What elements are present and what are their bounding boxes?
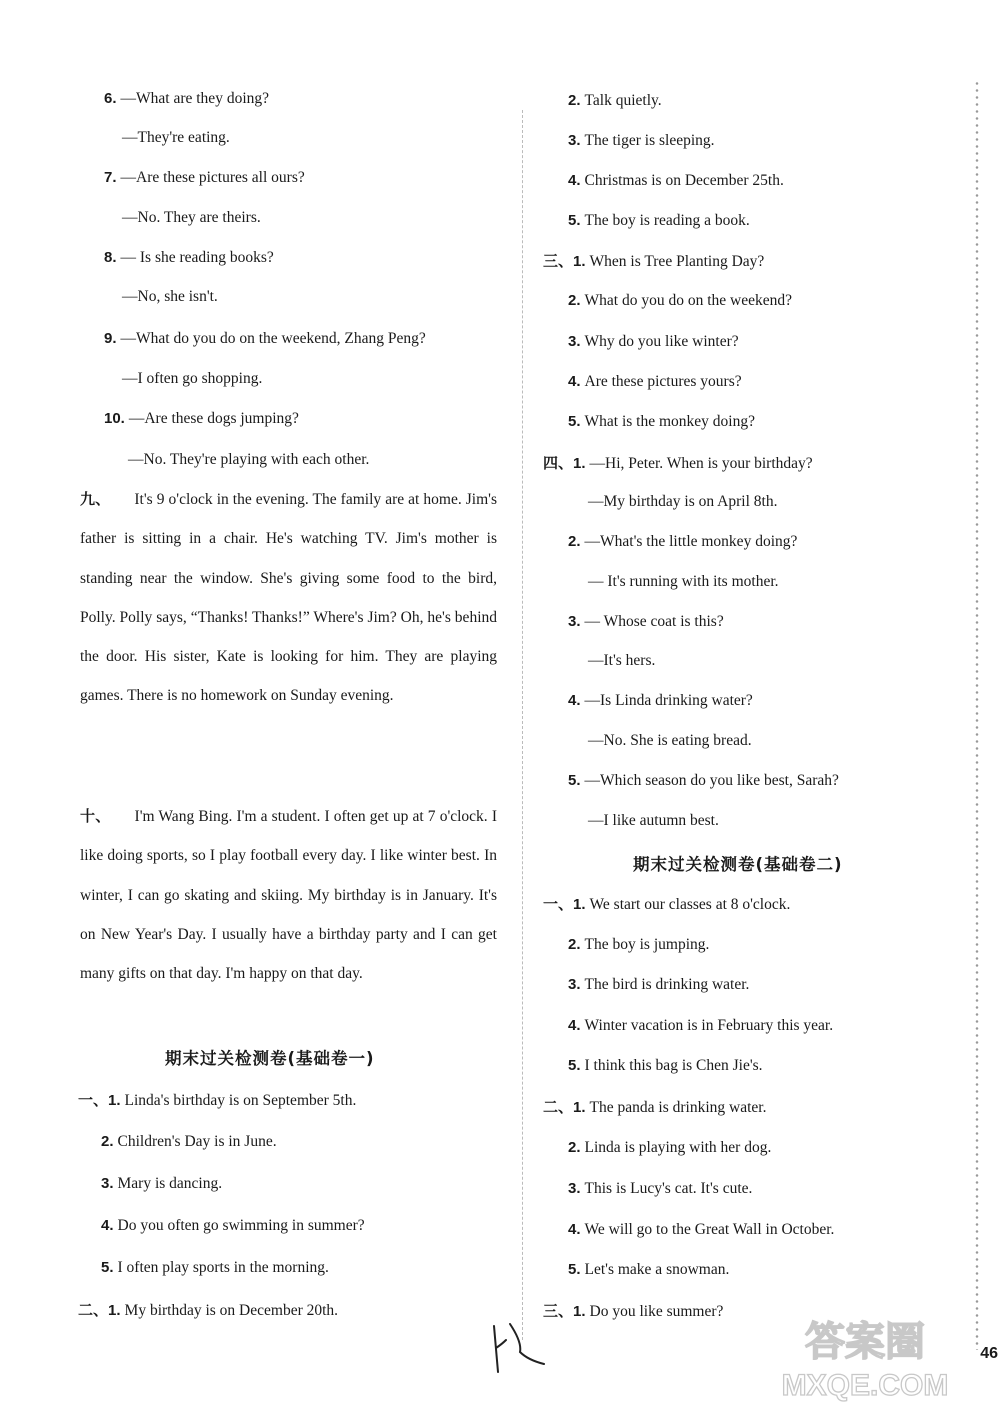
list-item: 3. — Whose coat is this?	[568, 613, 724, 630]
list-item: 二、1. The panda is drinking water.	[543, 1098, 767, 1116]
list-item: 5. What is the monkey doing?	[568, 413, 755, 430]
list-item: 一、1. We start our classes at 8 o'clock.	[543, 895, 791, 913]
watermark-logo	[760, 1310, 970, 1405]
watermark-text: 答案圈	[805, 1319, 925, 1365]
list-item: —They're eating.	[122, 129, 230, 146]
list-item: —No. She is eating bread.	[588, 732, 752, 749]
list-item: 2. What do you do on the weekend?	[568, 292, 792, 309]
list-item: 3. The bird is drinking water.	[568, 976, 750, 993]
list-item: 3. This is Lucy's cat. It's cute.	[568, 1180, 753, 1197]
list-item: 2. —What's the little monkey doing?	[568, 533, 798, 550]
list-item: 5. I often play sports in the morning.	[101, 1259, 329, 1276]
column-divider	[522, 110, 523, 1340]
list-item: 5. The boy is reading a book.	[568, 212, 750, 229]
list-item: 三、1. When is Tree Planting Day?	[543, 252, 765, 270]
list-item: —I often go shopping.	[122, 370, 263, 387]
list-item: — It's running with its mother.	[588, 573, 779, 590]
page-number: 46	[980, 1345, 998, 1362]
list-item: —No. They're playing with each other.	[128, 451, 370, 468]
list-item: —My birthday is on April 8th.	[588, 493, 778, 510]
list-item: 5. —Which season do you like best, Sarah?	[568, 772, 839, 789]
list-item: 5. Let's make a snowman.	[568, 1261, 730, 1278]
list-item: 9. —What do you do on the weekend, Zhang Peng?	[104, 330, 426, 347]
list-item: 2. Linda is playing with her dog.	[568, 1139, 772, 1156]
list-item: —I like autumn best.	[588, 812, 719, 829]
section-heading: 期末过关检测卷(基础卷二)	[633, 855, 843, 874]
list-item: 6. —What are they doing?	[104, 90, 269, 107]
list-item: —No. They are theirs.	[122, 209, 261, 226]
list-item: 2. Talk quietly.	[568, 92, 662, 109]
list-item: —No, she isn't.	[122, 288, 218, 305]
list-item: 二、1. My birthday is on December 20th.	[78, 1301, 339, 1319]
list-item: 3. The tiger is sleeping.	[568, 132, 715, 149]
list-item: 10. —Are these dogs jumping?	[104, 410, 299, 427]
list-item: 4. Christmas is on December 25th.	[568, 172, 784, 189]
list-item: 4. Winter vacation is in February this year.	[568, 1017, 834, 1034]
list-item: 4. Do you often go swimming in summer?	[101, 1217, 365, 1234]
list-item: 3. Mary is dancing.	[101, 1175, 223, 1192]
list-item: 4. We will go to the Great Wall in October.	[568, 1221, 835, 1238]
passage-ten: 十、 I'm Wang Bing. I'm a student. I often get up at 7 o'clock. I like doing sports, so I play football every day. I like winter best. In winter, I can go skating and skiing. My birthday is in January. It's on New Year's Day. I usually have a birthday party and I can get many gifts on that day. I'm happy on that day.	[80, 807, 497, 983]
watermark-url: MXQE.COM	[781, 1369, 949, 1402]
list-item: —It's hers.	[588, 652, 656, 669]
passage-nine: 九、 It's 9 o'clock in the evening. The family are at home. Jim's father is sitting in a chair. He's watching TV. Jim's mother is standing near the window. She's giving some food to the bird, Polly. Polly says, “Thanks! Thanks!” Where's Jim? Oh, he's behind the door. His sister, Kate is looking for him. They are playing games. There is no homework on Sunday evening.	[80, 490, 497, 705]
list-item: 4. Are these pictures yours?	[568, 373, 742, 390]
list-item: 3. Why do you like winter?	[568, 333, 739, 350]
list-item: 8. — Is she reading books?	[104, 249, 274, 266]
list-item: 四、1. —Hi, Peter. When is your birthday?	[543, 454, 813, 472]
list-item: 2. Children's Day is in June.	[101, 1133, 277, 1150]
list-item: 4. —Is Linda drinking water?	[568, 692, 753, 709]
list-item: 三、1. Do you like summer?	[543, 1302, 724, 1320]
list-item: 5. I think this bag is Chen Jie's.	[568, 1057, 763, 1074]
list-item: 2. The boy is jumping.	[568, 936, 710, 953]
handwriting-scribble	[488, 1318, 550, 1376]
section-heading: 期末过关检测卷(基础卷一)	[165, 1049, 375, 1068]
list-item: 一、1. Linda's birthday is on September 5th.	[78, 1091, 357, 1109]
list-item: 7. —Are these pictures all ours?	[104, 169, 305, 186]
perforated-edge	[974, 80, 980, 1350]
